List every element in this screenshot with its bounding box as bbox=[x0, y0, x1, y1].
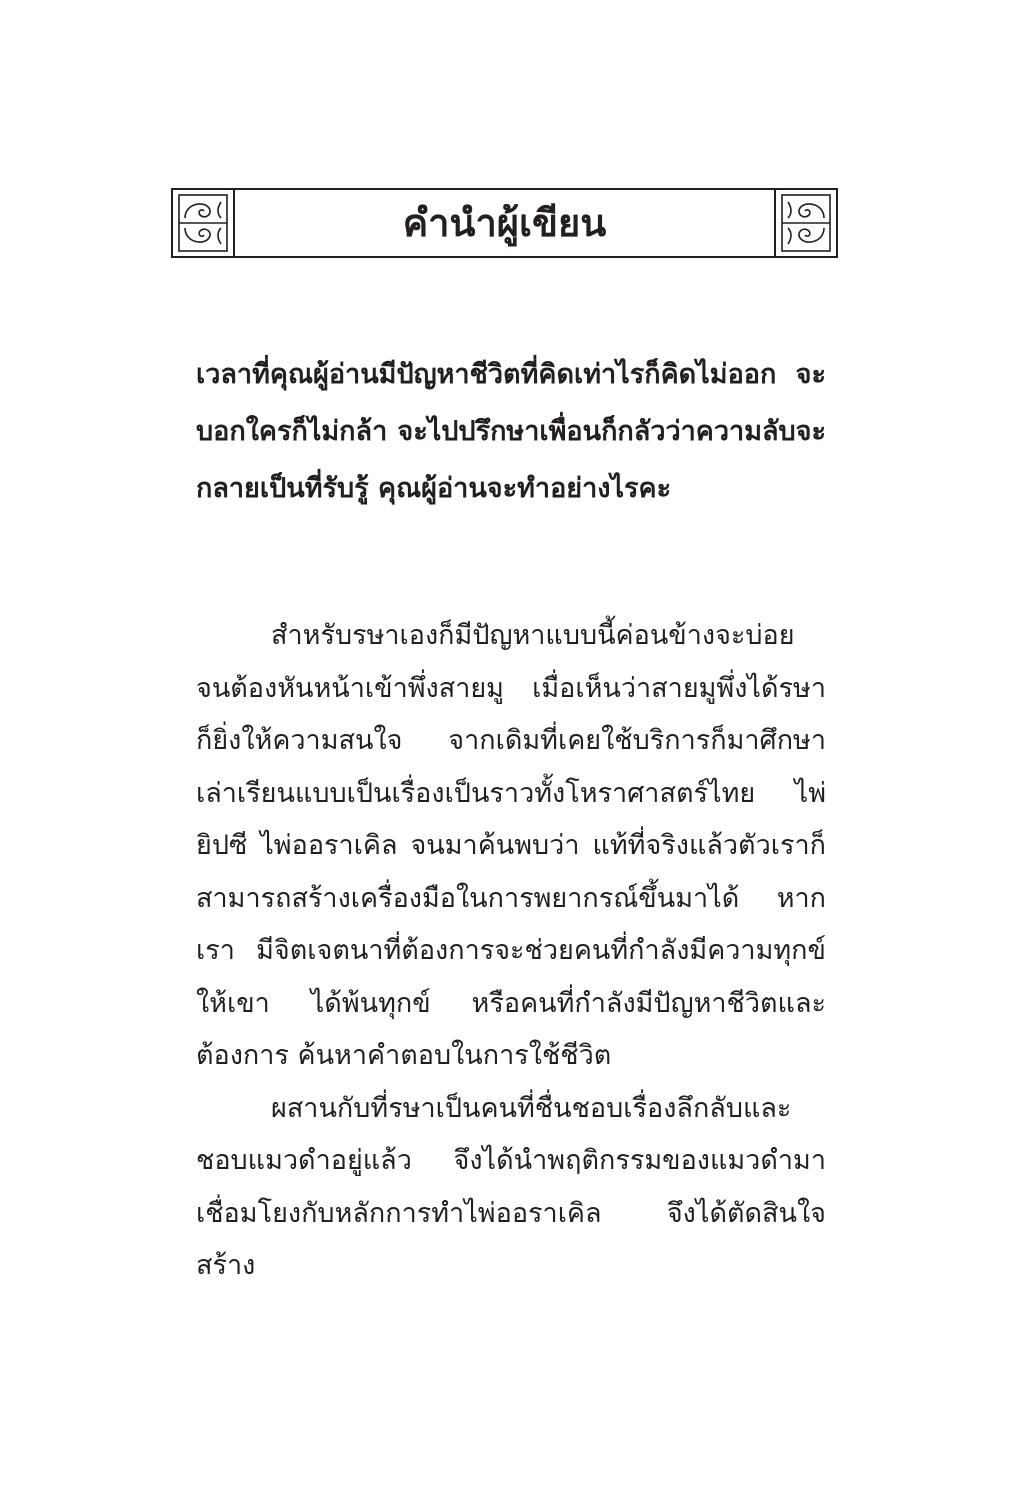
body-paragraph: สำหรับรษาเองก็มีปัญหาแบบนี้ค่อนข้างจะบ่อย จนต้องหันหน้าเข้าพึ่งสายมู เมื่อเห็นว่าสายมูพึ่งได้รษา ก็ยิ่งให้ความสนใจ จากเดิมที่เคยใช้บริการก็มาศึกษา เล่าเรียนแบบเป็นเรื่องเป็นราวทั้งโหราศาสตร์ไทย ไพ่ยิปซี ไพ่ออราเคิล จนมาค้นพบว่า แท้ที่จริงแล้วตัวเราก็ สามารถสร้างเครื่องมือในการพยากรณ์ขึ้นมาได้ หากเรา มีจิตเจตนาที่ต้องการจะช่วยคนที่กำลังมีความทุกข์ให้เขา ได้พ้นทุกข์ หรือคนที่กำลังมีปัญหาชีวิตและต้องการ ค้นหาคำตอบในการใช้ชีวิต bbox=[196, 620, 826, 1071]
body-paragraph: ผสานกับที่รษาเป็นคนที่ชื่นชอบเรื่องลึกลับและ ชอบแมวดำอยู่แล้ว จึงได้นำพฤติกรรมของแมวดำมา เชื่อมโยงกับหลักการทำไพ่ออราเคิล จึงได้ตัดสินใจสร้าง bbox=[196, 1092, 826, 1281]
page-title: คำนำผู้เขียน bbox=[402, 201, 607, 245]
thai-scroll-ornament-icon bbox=[774, 190, 836, 256]
thai-scroll-ornament-icon bbox=[173, 190, 235, 256]
body-text bbox=[196, 610, 826, 1293]
lead-paragraph: เวลาที่คุณผู้อ่านมีปัญหาชีวิตที่คิดเท่าไรก็คิดไม่ออก จะบอกใครก็ไม่กล้า จะไปปรึกษาเพื่อนก็กลัวว่าความลับจะกลายเป็นที่รับรู้ คุณผู้อ่านจะทำอย่างไรคะ bbox=[196, 359, 826, 504]
title-frame bbox=[171, 188, 838, 258]
